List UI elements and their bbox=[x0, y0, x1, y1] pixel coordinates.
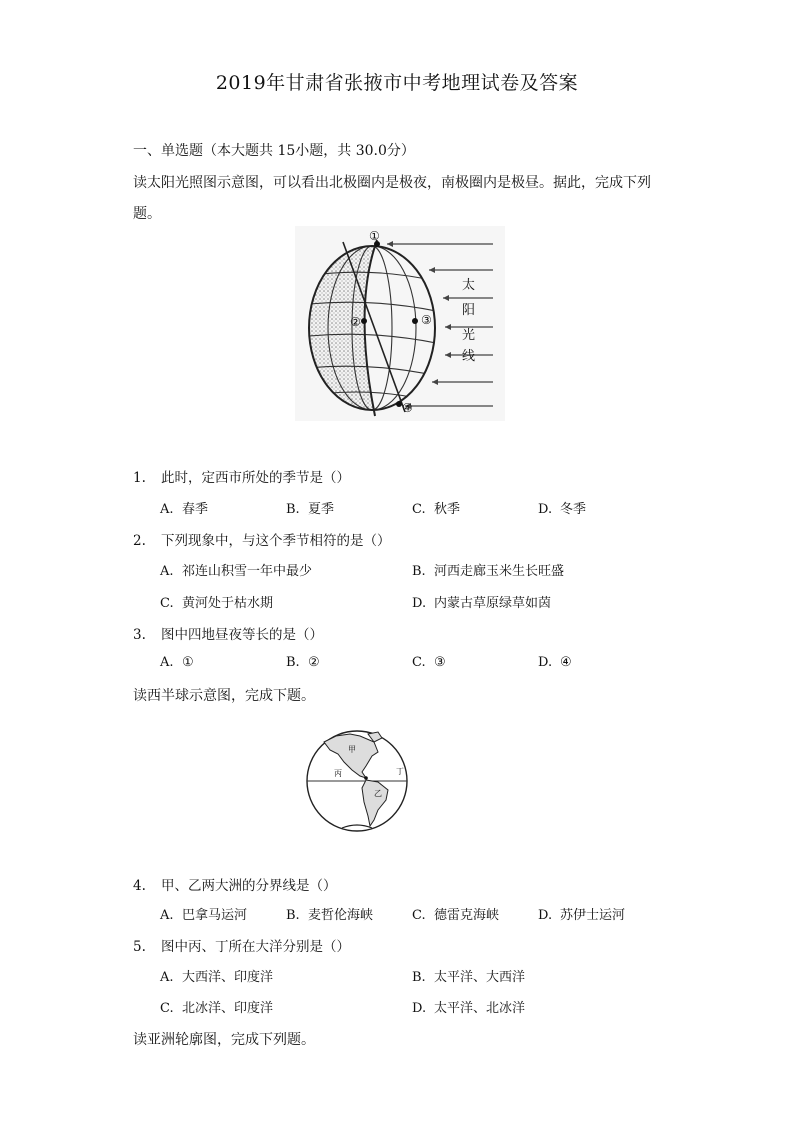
intro-text-line2: 题。 bbox=[133, 206, 161, 222]
question-5 bbox=[133, 935, 350, 955]
q1-option-a[interactable]: A. 春季 bbox=[160, 502, 209, 517]
question-text: 图中四地昼夜等长的是（） bbox=[161, 627, 323, 643]
sun-text-1: 太 bbox=[462, 278, 476, 293]
q1-option-d[interactable]: D. 冬季 bbox=[538, 502, 587, 517]
q4-option-b[interactable]: B. 麦哲伦海峡 bbox=[286, 908, 374, 923]
question-text: 图中丙、丁所在大洋分别是（） bbox=[161, 939, 350, 955]
q1-option-c[interactable]: C. 秋季 bbox=[412, 502, 461, 517]
question-text: 此时，定西市所处的季节是（） bbox=[161, 470, 350, 486]
question-number: 3. bbox=[133, 627, 146, 643]
q1-option-b[interactable]: B. 夏季 bbox=[286, 502, 335, 517]
q3-option-a[interactable]: A. ① bbox=[160, 655, 194, 670]
question-number: 2. bbox=[133, 533, 146, 549]
q2-option-b[interactable]: B. 河西走廊玉米生长旺盛 bbox=[412, 564, 565, 579]
question-3 bbox=[133, 623, 323, 643]
sun-text-3: 光 bbox=[462, 328, 476, 343]
intro-text-line1: 读太阳光照图示意图，可以看出北极圈内是极夜，南极圈内是极昼。据此，完成下列 bbox=[133, 175, 651, 191]
q4-option-c[interactable]: C. 德雷克海峡 bbox=[412, 908, 500, 923]
label-yi: 乙 bbox=[374, 789, 382, 798]
section-heading: 一、单选题（本大题共 15小题，共 30.0分） bbox=[133, 143, 415, 159]
sun-text-2: 阳 bbox=[462, 303, 476, 318]
q5-option-a[interactable]: A. 大西洋、印度洋 bbox=[160, 970, 274, 985]
q5-option-b[interactable]: B. 太平洋、大西洋 bbox=[412, 970, 526, 985]
question-4 bbox=[133, 874, 337, 894]
question-2 bbox=[133, 529, 391, 549]
point-label-4: ④ bbox=[402, 401, 413, 415]
q2-option-d[interactable]: D. 内蒙古草原绿草如茵 bbox=[412, 596, 552, 611]
q4-option-a[interactable]: A. 巴拿马运河 bbox=[160, 908, 248, 923]
western-hemisphere-map bbox=[302, 726, 412, 836]
question-1 bbox=[133, 466, 350, 486]
label-jia: 甲 bbox=[348, 745, 356, 754]
point-label-1: ① bbox=[369, 229, 380, 243]
q5-option-c[interactable]: C. 北冰洋、印度洋 bbox=[160, 1001, 274, 1016]
intro-western-hemisphere: 读西半球示意图，完成下题。 bbox=[133, 688, 315, 704]
q3-option-d[interactable]: D. ④ bbox=[538, 655, 572, 670]
q4-option-d[interactable]: D. 苏伊士运河 bbox=[538, 908, 626, 923]
question-text: 甲、乙两大洲的分界线是（） bbox=[161, 878, 337, 894]
q3-option-c[interactable]: C. ③ bbox=[412, 655, 446, 670]
question-number: 4. bbox=[133, 878, 146, 894]
question-number: 5. bbox=[133, 939, 146, 955]
point-label-3: ③ bbox=[421, 313, 432, 327]
label-bing: 丙 bbox=[334, 769, 342, 778]
question-number: 1. bbox=[133, 470, 146, 486]
page-title: 2019年甘肃省张掖市中考地理试卷及答案 bbox=[215, 72, 579, 94]
q5-option-d[interactable]: D. 太平洋、北冰洋 bbox=[412, 1001, 526, 1016]
label-ding: 丁 bbox=[396, 767, 404, 776]
sun-text-4: 线 bbox=[462, 349, 476, 364]
intro-asia-outline: 读亚洲轮廓图，完成下列题。 bbox=[133, 1032, 315, 1048]
q2-option-a[interactable]: A. 祁连山积雪一年中最少 bbox=[160, 564, 313, 579]
point-label-2: ② bbox=[350, 315, 361, 329]
sunlight-diagram bbox=[295, 226, 505, 421]
question-text: 下列现象中，与这个季节相符的是（） bbox=[161, 533, 391, 549]
q2-option-c[interactable]: C. 黄河处于枯水期 bbox=[160, 596, 274, 611]
q3-option-b[interactable]: B. ② bbox=[286, 655, 320, 670]
